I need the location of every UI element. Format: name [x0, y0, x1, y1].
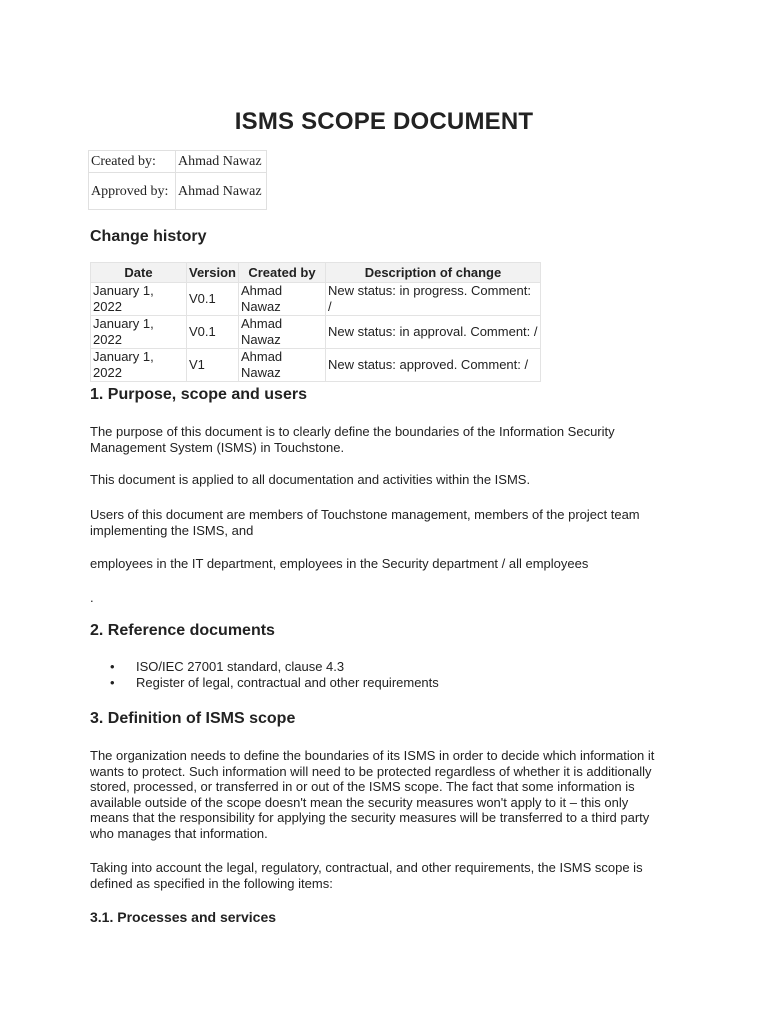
- section-1-heading: 1. Purpose, scope and users: [90, 386, 307, 403]
- table-row: [91, 283, 541, 316]
- bullet-icon: •: [110, 659, 115, 674]
- cell-created-by: Ahmad Nawaz: [238, 283, 325, 316]
- section-3-paragraph-requirements: Taking into account the legal, regulatory, contractual, and other requirements, the ISMS scope is defined as specified in the following items:: [90, 860, 643, 891]
- created-by-value: Ahmad Nawaz: [176, 151, 267, 173]
- approved-by-label: Approved by:: [89, 173, 176, 210]
- section-3-heading: 3. Definition of ISMS scope: [90, 710, 296, 727]
- cell-version: V1: [187, 349, 239, 382]
- bullet-icon: •: [110, 675, 115, 690]
- section-3-paragraph-scope: The organization needs to define the boundaries of its ISMS in order to decide which information it wants to protect. Such information will need to be protected regardless of whether it is additionally stored, processed, or transferred in or out of the ISMS scope. The fact that some information is available outside of the scope doesn't mean the security measures won't apply to it – this only means that the responsibility for applying the security measures will be transferred to a third party who manages that information.: [90, 748, 655, 841]
- section-1-paragraph-purpose: The purpose of this document is to clearly define the boundaries of the Information Security Management System (ISMS) in Touchstone.: [90, 424, 615, 455]
- change-history-heading: Change history: [90, 228, 207, 245]
- approved-by-value: Ahmad Nawaz: [176, 173, 267, 210]
- cell-created-by: Ahmad Nawaz: [238, 349, 325, 382]
- cell-date: January 1, 2022: [91, 349, 187, 382]
- change-history-table: [90, 262, 541, 382]
- section-2-heading: 2. Reference documents: [90, 622, 275, 639]
- section-1-period: .: [90, 590, 94, 605]
- column-header-description: Description of change: [325, 263, 540, 283]
- document-title: ISMS SCOPE DOCUMENT: [234, 108, 534, 135]
- created-by-label: Created by:: [89, 151, 176, 173]
- list-item-text: ISO/IEC 27001 standard, clause 4.3: [136, 659, 345, 674]
- table-row: [91, 349, 541, 382]
- cell-date: January 1, 2022: [91, 283, 187, 316]
- section-1-paragraph-applied: This document is applied to all documentation and activities within the ISMS.: [90, 472, 531, 487]
- list-item-text: Register of legal, contractual and other requirements: [136, 675, 439, 690]
- cell-version: V0.1: [187, 316, 239, 349]
- list-item: [110, 675, 439, 691]
- section-1-paragraph-employees: employees in the IT department, employees in the Security department / all employees: [90, 556, 589, 571]
- cell-description: New status: in approval. Comment: /: [325, 316, 540, 349]
- column-header-created-by: Created by: [238, 263, 325, 283]
- table-header-row: [91, 263, 541, 283]
- document-meta-table: [88, 150, 267, 210]
- reference-documents-list: [110, 659, 439, 691]
- section-1-paragraph-users: Users of this document are members of Touchstone management, members of the project team implementing the ISMS, and: [90, 507, 640, 538]
- cell-created-by: Ahmad Nawaz: [238, 316, 325, 349]
- column-header-version: Version: [187, 263, 239, 283]
- section-3-1-heading: 3.1. Processes and services: [90, 909, 277, 925]
- column-header-date: Date: [91, 263, 187, 283]
- cell-description: New status: approved. Comment: /: [325, 349, 540, 382]
- list-item: [110, 659, 439, 675]
- cell-version: V0.1: [187, 283, 239, 316]
- cell-date: January 1, 2022: [91, 316, 187, 349]
- table-row: [91, 316, 541, 349]
- cell-description: New status: in progress. Comment: /: [325, 283, 540, 316]
